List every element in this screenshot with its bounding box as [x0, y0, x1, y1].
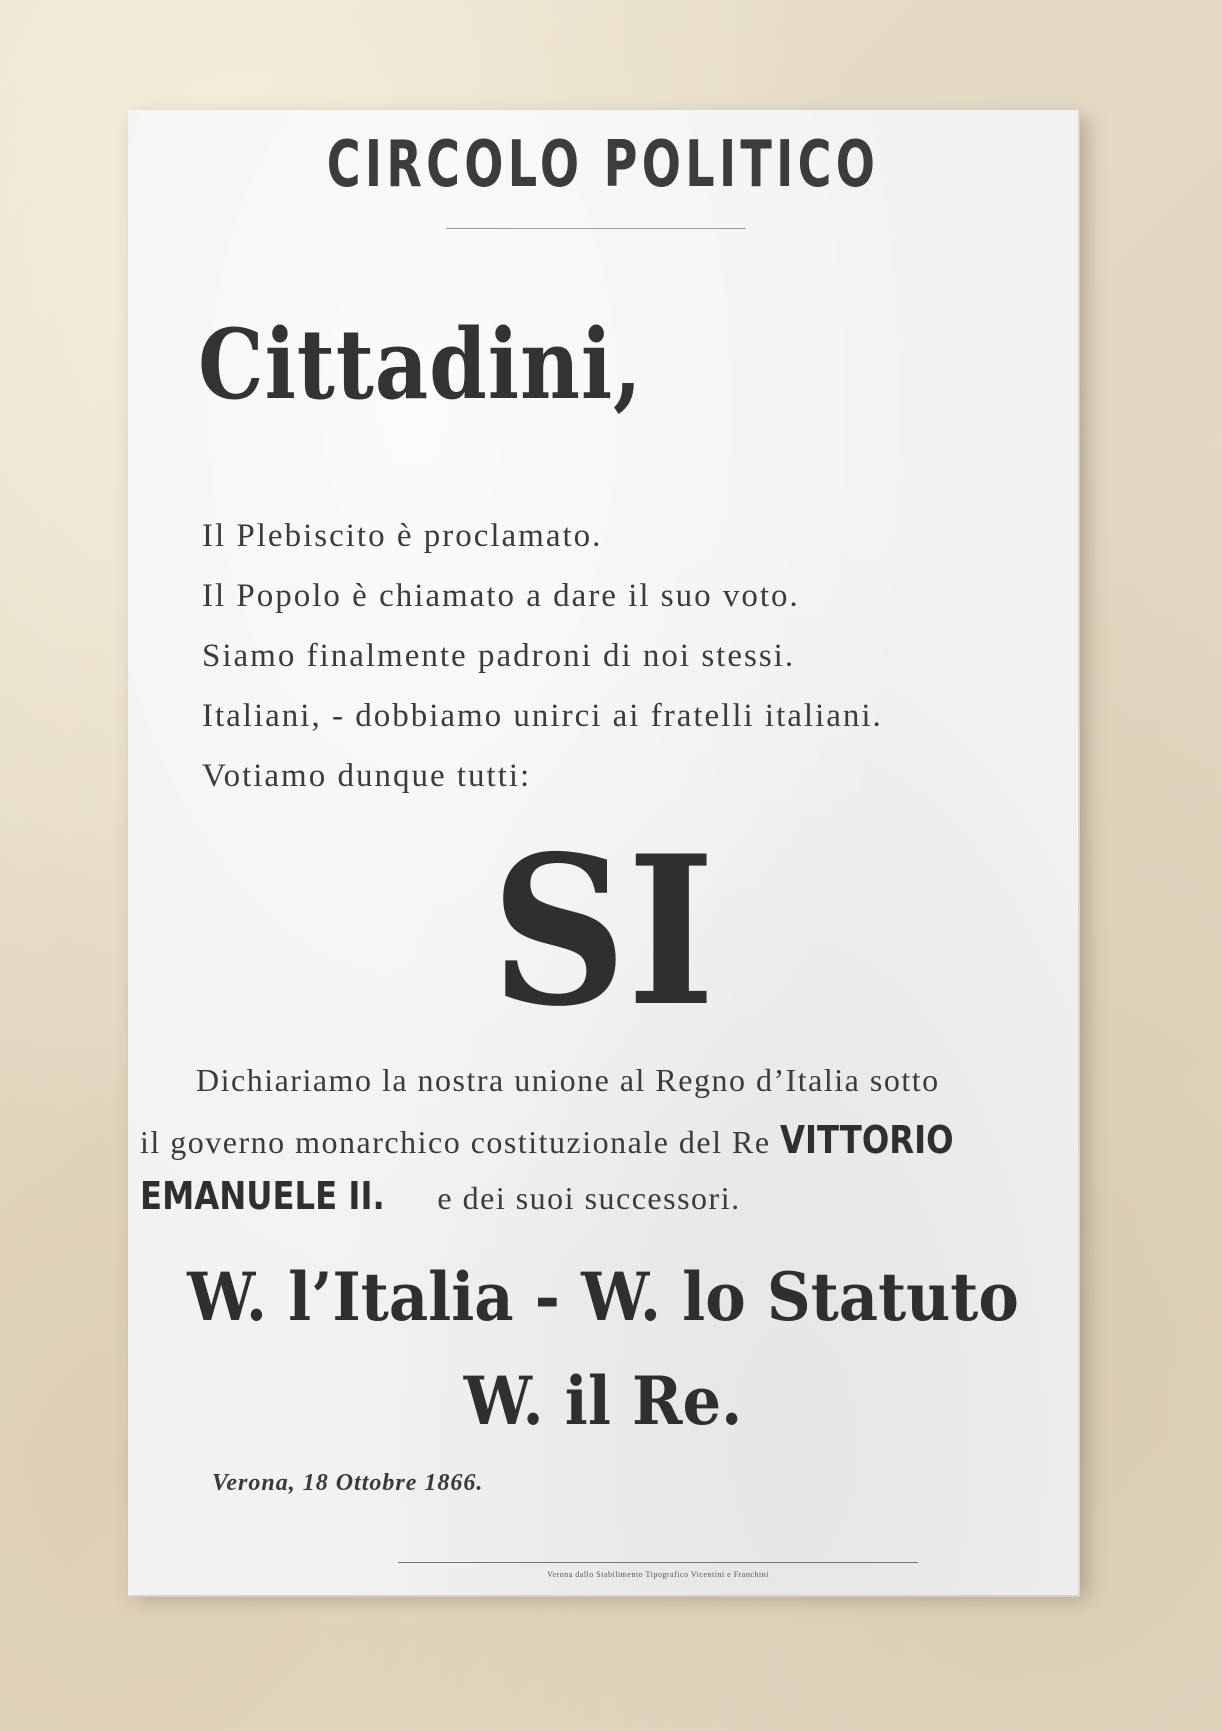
poster	[128, 110, 1080, 1597]
header-rule	[446, 228, 746, 229]
king-name-second: EMANUELE II.	[140, 1174, 385, 1218]
declaration-line-1: Dichiariamo la nostra unione al Regno d’Italia sotto	[196, 1062, 940, 1098]
declaration-line-2	[140, 1118, 984, 1162]
salutation: Cittadini,	[198, 308, 643, 421]
motto-line-2: W. il Re.	[463, 1362, 743, 1440]
proclamation-line: Il Popolo è chiamato a dare il suo voto.	[202, 578, 800, 614]
proclamation-line: Votiamo dunque tutti:	[202, 758, 532, 794]
proclamation-line: Italiani, - dobbiamo unirci ai fratelli italiani.	[202, 698, 883, 734]
proclamation-line: Il Plebiscito è proclamato.	[202, 518, 603, 554]
poster-header: CIRCOLO POLITICO	[326, 128, 880, 202]
dateline: Verona, 18 Ottobre 1866.	[212, 1470, 484, 1496]
motto-line-1: W. l’Italia - W. lo Statuto	[187, 1258, 1019, 1336]
king-name-first: VITTORIO	[780, 1118, 954, 1162]
declaration-line-3	[140, 1174, 741, 1218]
proclamation-line: Siamo finalmente padroni di noi stessi.	[202, 638, 796, 674]
declaration-text: e dei suoi successori.	[437, 1180, 741, 1216]
printer-imprint: Verona dallo Stabilimento Tipografico Vicentini e Franchini	[547, 1570, 769, 1579]
vote-si: SI	[490, 812, 716, 1052]
printer-rule	[398, 1562, 918, 1563]
declaration-text: il governo monarchico costituzionale del Re	[140, 1124, 771, 1160]
